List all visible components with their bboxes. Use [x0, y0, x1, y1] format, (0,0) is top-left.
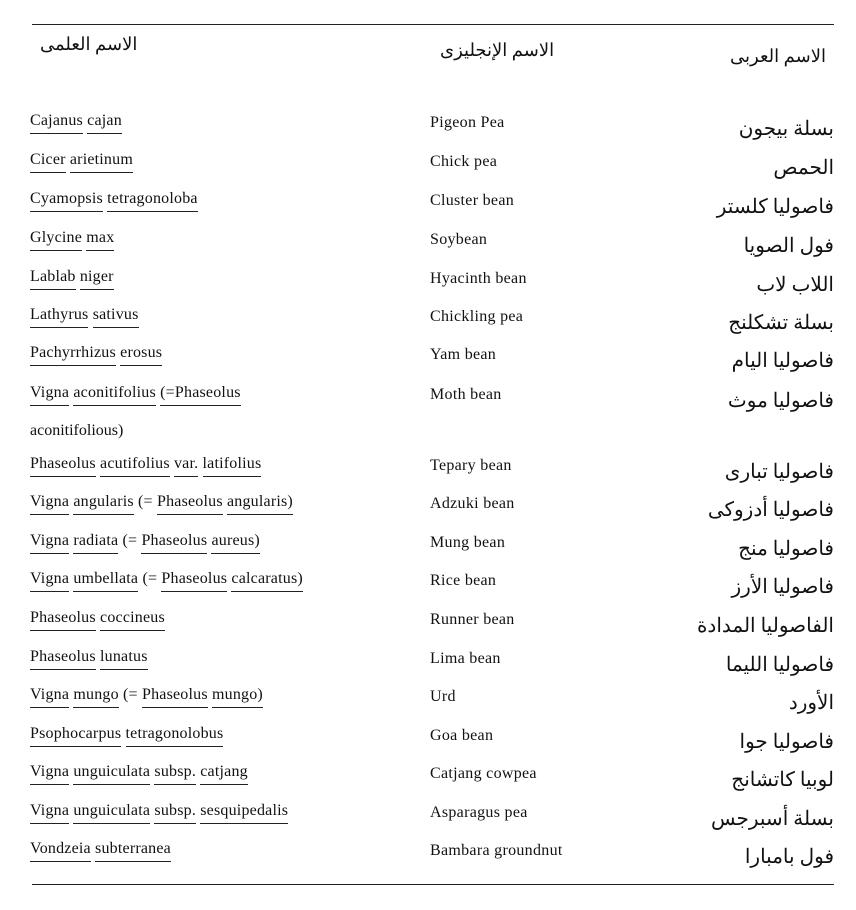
table-row [0, 532, 856, 570]
table-row [0, 570, 856, 608]
english-name: Moth bean [430, 386, 502, 403]
arabic-name: فاصوليا الليما [725, 654, 834, 676]
table-row [0, 151, 856, 189]
english-name: Pigeon Pea [430, 114, 505, 131]
english-name: Mung bean [430, 534, 506, 551]
english-name: Soybean [430, 231, 488, 248]
arabic-name: فول بامبارا [744, 846, 834, 868]
scientific-name: Lablab niger [30, 268, 114, 286]
arabic-name: الحمص [773, 157, 834, 179]
table-row [0, 455, 856, 493]
english-name: Hyacinth bean [430, 270, 527, 287]
table-row [0, 112, 856, 150]
arabic-name: فاصوليا اليام [731, 350, 834, 372]
arabic-name: لوبيا كاتشانج [731, 769, 834, 791]
scientific-name: Phaseolus coccineus [30, 609, 165, 627]
scientific-name-continuation: aconitifolious) [30, 422, 124, 439]
table-row [0, 802, 856, 840]
english-name: Adzuki bean [430, 495, 515, 512]
english-name: Lima bean [430, 650, 501, 667]
arabic-name: فاصوليا منج [738, 538, 834, 560]
arabic-name: فاصوليا موث [727, 390, 834, 412]
header-scientific-name: الاسم العلمى [40, 34, 138, 54]
arabic-name: الأورد [788, 692, 834, 714]
arabic-name: الفاصوليا المدادة [696, 615, 834, 637]
arabic-name: فاصوليا جوا [739, 731, 834, 753]
table-row [0, 384, 856, 439]
scientific-name: Vondzeia subterranea [30, 840, 171, 858]
english-name: Yam bean [430, 346, 497, 363]
scientific-name: Phaseolus lunatus [30, 648, 148, 666]
table-row [0, 840, 856, 878]
scientific-name: Glycine max [30, 229, 114, 247]
scientific-name: Pachyrrhizus erosus [30, 344, 162, 362]
header-arabic-name: الاسم العربى [730, 46, 826, 66]
english-name: Urd [430, 688, 456, 705]
english-name: Asparagus pea [430, 804, 528, 821]
header-english-name: الاسم الإنجليزى [440, 40, 555, 60]
arabic-name: فاصوليا أدزوكى [707, 499, 834, 521]
arabic-name: بسلة أسبرجس [711, 808, 834, 830]
table-row [0, 306, 856, 344]
table-row [0, 229, 856, 267]
scientific-name: Vigna aconitifolius (=Phaseolus [30, 384, 241, 402]
scientific-name: Cyamopsis tetragonoloba [30, 190, 198, 208]
arabic-name: فاصوليا تبارى [724, 461, 834, 483]
scientific-name: Vigna radiata (= Phaseolus aureus) [30, 532, 260, 550]
english-name: Rice bean [430, 572, 497, 589]
scientific-name: Vigna umbellata (= Phaseolus calcaratus) [30, 570, 303, 588]
english-name: Cluster bean [430, 192, 515, 209]
table-row [0, 763, 856, 801]
table-row [0, 344, 856, 382]
scientific-name: Phaseolus acutifolius var. latifolius [30, 455, 261, 473]
bottom-rule [32, 884, 834, 885]
table-row [0, 725, 856, 763]
scientific-name: Cicer arietinum [30, 151, 133, 169]
arabic-name: فاصوليا كلستر [716, 196, 834, 218]
table-row [0, 609, 856, 647]
scientific-name: Cajanus cajan [30, 112, 122, 130]
arabic-name: فول الصويا [743, 235, 834, 257]
scientific-name: Vigna unguiculata subsp. sesquipedalis [30, 802, 288, 820]
english-name: Catjang cowpea [430, 765, 537, 782]
table-row [0, 493, 856, 531]
table-row [0, 268, 856, 306]
scientific-name: Lathyrus sativus [30, 306, 139, 324]
table-row [0, 190, 856, 228]
english-name: Goa bean [430, 727, 494, 744]
english-name: Tepary bean [430, 457, 512, 474]
scientific-name: Psophocarpus tetragonolobus [30, 725, 223, 743]
scientific-name: Vigna angularis (= Phaseolus angularis) [30, 493, 293, 511]
scientific-name: Vigna mungo (= Phaseolus mungo) [30, 686, 263, 704]
english-name: Runner bean [430, 611, 515, 628]
english-name: Bambara groundnut [430, 842, 563, 859]
arabic-name: اللاب لاب [756, 274, 834, 296]
top-rule [32, 24, 834, 25]
scientific-name: Vigna unguiculata subsp. catjang [30, 763, 248, 781]
english-name: Chickling pea [430, 308, 524, 325]
english-name: Chick pea [430, 153, 498, 170]
arabic-name: فاصوليا الأرز [731, 576, 834, 598]
table-row [0, 686, 856, 724]
arabic-name: بسلة تشكلنج [728, 312, 834, 334]
table-row [0, 648, 856, 686]
arabic-name: بسلة بيجون [738, 118, 834, 140]
